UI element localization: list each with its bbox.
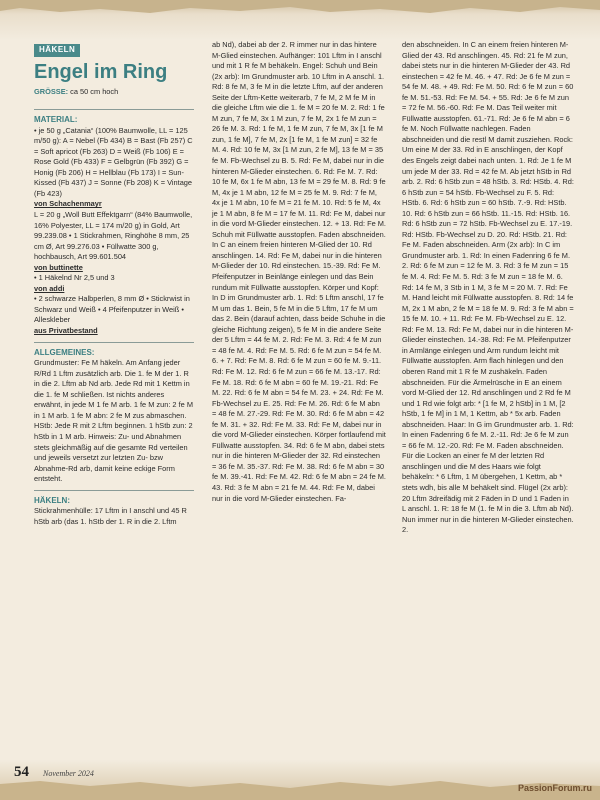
torn-paper-edge-bottom: [0, 778, 600, 800]
torn-paper-edge-top: [0, 0, 600, 16]
page-footer: [14, 763, 94, 781]
divider: [34, 342, 194, 343]
general-text: Grundmuster: Fe M häkeln. Am Anfang jeder R/Rd 1 Lftm zusätzlich arb. Die 1. fe M der 1. R in die 2. Lftm ab Nd arb. Jede Rd mit 1 Kettm in die 1. fe M schließen. Ist nichts anderes erwähnt, in jede M 1 fe M arb. 1 fe M zun: 2 fe M in 1 M arb. 1 fe M abn: 2 fe M zus abmaschen. HStb: Jede R mit 2 Lftm beginnen. 1 hStb zun: 2 hStb in 1 M arb. Hinweis: Zu- und Abnahmen stets gleichmäßig auf die gesamte Rd verteilen und jeweils versetzt zur letzten Zu- bzw Abnahme-Rd arb, damit keine eckige Form entsteht.: [34, 358, 193, 484]
size-line: [34, 87, 194, 98]
crochet-heading: HÄKELN:: [34, 495, 70, 505]
material-text: • je 50 g „Catania“ (100% Baumwolle, LL = 125 m/50 g): A = Nebel (Fb 434) B = Bast (Fb 257) C = Soft apricot (Fb 263) D = Weiß (Fb 106) E = Rose Gold (Fb 433) F = Gelbgrün (Fb 392) G = Honig (Fb 206) H = Hellblau (Fb 173) I = Sun-Kissed (Fb 437) J = Sonne (Fb 208) K = Vintage (Fb 423): [34, 125, 193, 198]
size-value: ca 50 cm hoch: [70, 86, 119, 96]
material-heading: MATERIAL:: [34, 115, 78, 125]
column-3: [402, 40, 574, 536]
material-text-3: • 1 Häkelnd Nr 2,5 und 3: [34, 273, 115, 283]
column-2: [212, 40, 386, 504]
issue-month: November 2024: [43, 769, 94, 778]
page-number: 54: [14, 764, 29, 780]
divider: [34, 109, 194, 110]
brand-schachenmayr: von Schachenmayr: [34, 199, 102, 209]
brand-addi: von addi: [34, 283, 65, 293]
material-text-4: • 2 schwarze Halbperlen, 8 mm Ø • Stickrwist in Schwarz und Weiß • 4 Pfeifenputzer in Weiß • Allesklеber: [34, 294, 190, 325]
brand-privatbestand: aus Privatbestand: [34, 326, 98, 336]
general-heading: ALLGEMEINES:: [34, 347, 95, 357]
brand-buttinette: von buttinette: [34, 262, 83, 272]
watermark: PassionForum.ru: [517, 783, 592, 793]
page-title: Engel im Ring: [34, 60, 168, 83]
column-1: [34, 44, 194, 527]
divider: [34, 490, 194, 491]
instructions-column-2: ab Nd), dabei ab der 2. R immer nur in das hintere M-Glied einstechen. Aufhänger: 101 Lftm in I anschl und mit 1 R fe M behäkeln. Engel: Schuh und Bein (2x arb): Im Grundmuster arb. 10 Lftm in A anschl. 1. Rd: 8 fe M, 3 fe M in die letzte Lftm, auf der anderen Seite der Lftm-Kette weiterarb, 7 fe M, 2 M fe M in die gleiche Lftm wie die 1. fe M = 20 fe M. 2. Rd: 1 fe M zun, 7 fe M, 3x 1 M zun, 7 fe M, 2x 1 fe M zun = 26 fe M. 3. Rd: 1 fe M, 1 fe M zun, 7 fe M, 3x [1 fe M zun, 1 fe M], 7 fe M, 2x [1 fe M, 1 fe M zun] = 32 fe M. 4. Rd: 10 fe M, 3x [1 M zun, 2 fe M], 13 fe M = 35 fe M. Fb-Wechsel zu B. 5. Rd: Fe M, dabei nur in die hinteren M-Glieder einstechen. 6. Rd: Fe M. 7. Rd: 10 fe M, 6x 1 fe M abn, 13 fe M = 29 fe M. 8. Rd: 9 fe M, 4x je 1 M abn, 12 fe M = 25 fe M. 9. Rd: 7 fe M, 4x je 1 M abn, 10 fe M = 21 fe M. 10. Rd: 5 fe M, 4x je 1 M abn, 8 fe M = 17 fe M. 11. Rd: Fe M, dabei nur in die vord M-Glieder einstechen. 12. + 13. Rd: Fe M. Schuh mit Füllwatte ausstopfen. Faden abschneiden. In C an einem freien hinteren M-Glied der 10. Rd anschlingen. 14. Rd: Fe M, dabei nur in die hinteren M-Glieder der 10. Rd einstechen. 15.-39. Rd: Fe M. Pfeifenputzer in Beinlänge einlegen und das Bein rundum mit Füllwatte ausstopfen. Körper und Kopf: In D im Grundmuster arb. 1. Rd: 5 Lftm anschl, 17 fe M um das 1. Bein, 5 fe M in die 5 Lftm, 17 fe M um das 2. Bein (darauf achten, dass beide Schuhe in die gleiche Richtung zeigen), 5 fe M in die andere Seite der 5 Lftm = 44 fe M. 2. Rd: Fe M. 3. Rd: 4 fe M zun = 48 fe M. 4. Rd: Fe M. 5. Rd: 6 fe M zun = 54 fe M. 6. + 7. Rd: Fe M. 8. Rd: 6 fe M zun = 60 fe M. 9.-11. Rd: Fe M. 12. Rd: 6 fe M zun = 66 fe M. 13.-17. Rd: Fe M. 18. Rd: 6 fe M abn = 60 fe M. 19.-21. Rd: Fe M. 22. Rd: 6 fe M abn = 54 fe M. 23. + 24. Rd: Fe M. Fb-Wechsel zu E. 25. Rd: Fe M. 26. Rd: 6 fe M abn = 48 fe M. 27.-29. Rd: Fe M. 30. Rd: 6 fe M abn = 42 fe M. 31. + 32. Rd: Fe M. 33. Rd: Fe M, dabei nur in die vord M-Glieder einstechen. Körper fortlaufend mit Füllwatte ausstopfen. 34. Rd: 6 fe M abn, dabei stets nur in die hinteren M-Glieder der 32. Rd einstechen = 36 fe M. 35.-37. Rd: Fe M. 38. Rd: 6 fe M abn = 30 fe M. 39.-41. Rd: Fe M. 42. Rd: 6 fe M abn = 24 fe M. 43. Rd: 3 fe M abn = 21 fe M. 44. Rd: Fe M, dabei nur in die vord M-Glieder einstechen. Fa-: [212, 40, 386, 503]
material-text-2: L = 20 g „Woll Butt Effektgarn“ (84% Baumwolle, 16% Polyester, LL = 174 m/20 g) in Gold, Art 99.239.08 • 1 Stickrahmen, Ringhöhe 8 mm, 25 cm Ø, Art 99.276.03 • Füllwatte 300 g, hochbausch, Art 99.601.504: [34, 210, 193, 262]
crochet-text: Stickrahmenhülle: 17 Lftm in I anschl und 45 R hStb arb (das 1. hStb der 1. R in die 2. Lftm: [34, 506, 187, 526]
instructions-column-3: den abschneiden. In C an einem freien hinteren M-Glied der 43. Rd anschlingen. 45. Rd: 21 fe M zun, dabei stets nur in die hinteren M-Glieder der 43. Rd einstechen = 42 fe M. 46. + 47. Rd: Je 6 fe M zun = 54 fe M. 48. + 49. Rd: Fe M. 50. Rd: 6 fe M zun = 60 fe M. 51.-53. Rd: Fe M. 54. + 55. Rd: Je 6 fe M zun = 72 fe M. 56.-60. Rd: Fe M. Das Teil weiter mit Füllwatte ausstopfen. 61.-71. Rd: Je 6 fe M abn = 6 fe M. Noch Füllwatte nachlegen. Faden abschneiden und die restl M damit zusziehen. Rock: Um eine M der 33. Rd in E anschlingen, der Kopf des Engels zeigt dabei nach unten. 1. Rd: Je 1 fe M um jede M der 33. Rd = 42 fe M. Ab jetzt hStb in Rd arb. 2. Rd: 6 hStb zun = 48 hStb. 3. Rd: HStb. 4. Rd: 6 hStb zun = 54 hStb. Fb-Wechsel zu F. 5. Rd: HStb. 6. Rd: 6 hStb zun = 60 hStb. 7.-9. Rd: HStb. 10. Rd: 6 hStb zun = 66 hStb. 11.-15. Rd: HStb. 16. Rd: 6 hStb zun = 72 hStb. Fb-Wechsel zu E. 17.-19. Rd: HStb. Fb-Wechsel zu D. 20. Rd: HStb. 21. Rd: Fe M. Faden abschneiden. Arm (2x arb): In C im Grundmuster arb. 1. Rd: In einen Fadenring 6 fe M. 2. Rd: 6 fe M zun = 12 fe M. 3. Rd: 3 fe M zun = 15 fe M. 4. Rd: Fe M. 5. Rd: 3 fe M zun = 18 fe M. 6. Rd: 14 fe M, 3 Stb in 1 M, 3 fe M = 20 M. 7. Rd: Fe M. Hand leicht mit Füllwatte ausstopfen. 8. Rd: 14 fe M, 2x 1 M abn, 2 fe M = 18 fe M. 9. Rd: 3 fe M abn = 15 fe M. 10. + 11. Rd: Fe M. Fb-Wechsel zu E. 12. Rd: Fe M. 13. Rd: Fe M, dabei nur in die hinteren M-Glieder einstechen. 14.-38. Rd: Fe M. Pfeifenputzer in Armlänge einlegen und Arm rundum leicht mit Füllwatte ausstopfen. Arm flach hinlegen und den oberen Rand mit 1 R fe M zushäkeln. Faden abschneiden. Für die Ärmelrüsche in E an einem vord M-Glied der 12. Rd anschlingen und 2 Rd fe M und 1 Rd wie folgt arb: * [1 fe M, 2 hStb] in 1 M, [2 hStb, 1 fe M] in 1 M, 1 Kettm, ab * 5x arb. Faden abschneiden. Haar: In G im Grundmuster arb. 1. Rd: In einen Fadenring 6 fe M. 2.-11. Rd: Je 6 fe M zun = 66 fe M. 12.-20. Rd: Fe M. Faden abschneiden. Für die Locken an einer fe M der letzten Rd anschlingen und die M des Haars wie folgt behäkeln: * 6 Lftm, 1 M übergehen, 1 Kettm, ab * stets wdh, bis alle M behäkelt sind. Flügel (2x arb): 20 Lftm 3dreifädig mit 2 Fäden in D und 1 Faden in L anschl. 1. R: 18 fe M (1. fe M in die 3. Lftm ab Nd). Nun immer nur in die hinteren M-Glieder einstechen. 2.: [402, 40, 574, 535]
section-label: HÄKELN: [34, 44, 80, 57]
size-label: GRÖSSE:: [34, 86, 69, 96]
